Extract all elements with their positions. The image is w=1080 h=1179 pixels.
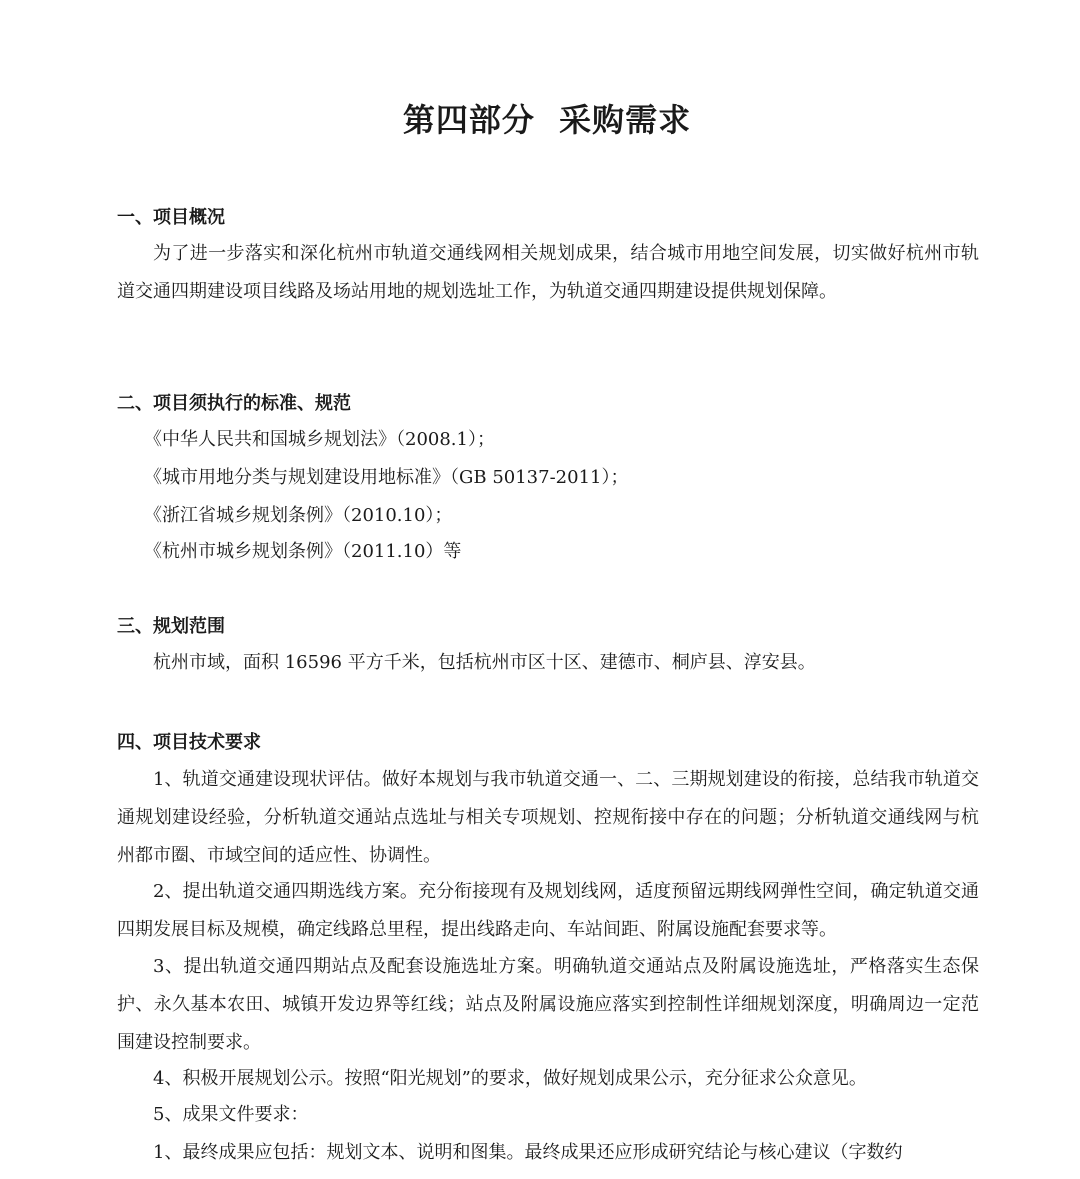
section-heading-overview: 一、项目概况 — [117, 207, 225, 228]
standard-item: 《中华人民共和国城乡规划法》（2008.1）； — [144, 429, 495, 450]
standard-item: 《浙江省城乡规划条例》（2010.10）； — [144, 505, 453, 526]
requirement-paragraph: 4、积极开展规划公示。按照“阳光规划”的要求，做好规划成果公示，充分征求公众意见。 — [153, 1068, 867, 1089]
requirement-paragraph: 2、提出轨道交通四期选线方案。充分衔接现有及规划线网，适度预留远期线网弹性空间，确定轨道交通四期发展目标及规模，确定线路总里程，提出线路走向、车站间距、附属设施配套要求等。 — [117, 881, 979, 940]
section-heading-standards: 二、项目须执行的标准、规范 — [117, 393, 351, 414]
requirement-paragraph: 3、提出轨道交通四期站点及配套设施选址方案。明确轨道交通站点及附属设施选址，严格落实生态保护、永久基本农田、城镇开发边界等红线；站点及附属设施应落实到控制性详细规划深度，明确周边一定范围建设控制要求。 — [117, 956, 979, 1053]
section-heading-requirements: 四、项目技术要求 — [117, 732, 261, 753]
requirement-paragraph: 5、成果文件要求： — [153, 1104, 309, 1125]
requirement-paragraph: 1、轨道交通建设现状评估。做好本规划与我市轨道交通一、二、三期规划建设的衔接，总结我市轨道交通规划建设经验，分析轨道交通站点选址与相关专项规划、控规衔接中存在的问题；分析轨道交通线网与杭州都市圈、市域空间的适应性、协调性。 — [117, 769, 979, 866]
scope-paragraph: 杭州市域，面积 16596 平方千米，包括杭州市区十区、建德市、桐庐县、淳安县。 — [153, 652, 816, 673]
page-title: 第四部分 采购需求 — [402, 101, 692, 139]
requirement-paragraph: 1、最终成果应包括：规划文本、说明和图集。最终成果还应形成研究结论与核心建议（字数约 — [153, 1142, 903, 1163]
standard-item: 《城市用地分类与规划建设用地标准》（GB 50137-2011）； — [144, 467, 629, 488]
standard-item: 《杭州市城乡规划条例》（2011.10）等 — [144, 541, 462, 562]
overview-paragraph: 为了进一步落实和深化杭州市轨道交通线网相关规划成果，结合城市用地空间发展，切实做好杭州市轨道交通四期建设项目线路及场站用地的规划选址工作，为轨道交通四期建设提供规划保障。 — [117, 243, 979, 302]
section-heading-scope: 三、规划范围 — [117, 616, 225, 637]
